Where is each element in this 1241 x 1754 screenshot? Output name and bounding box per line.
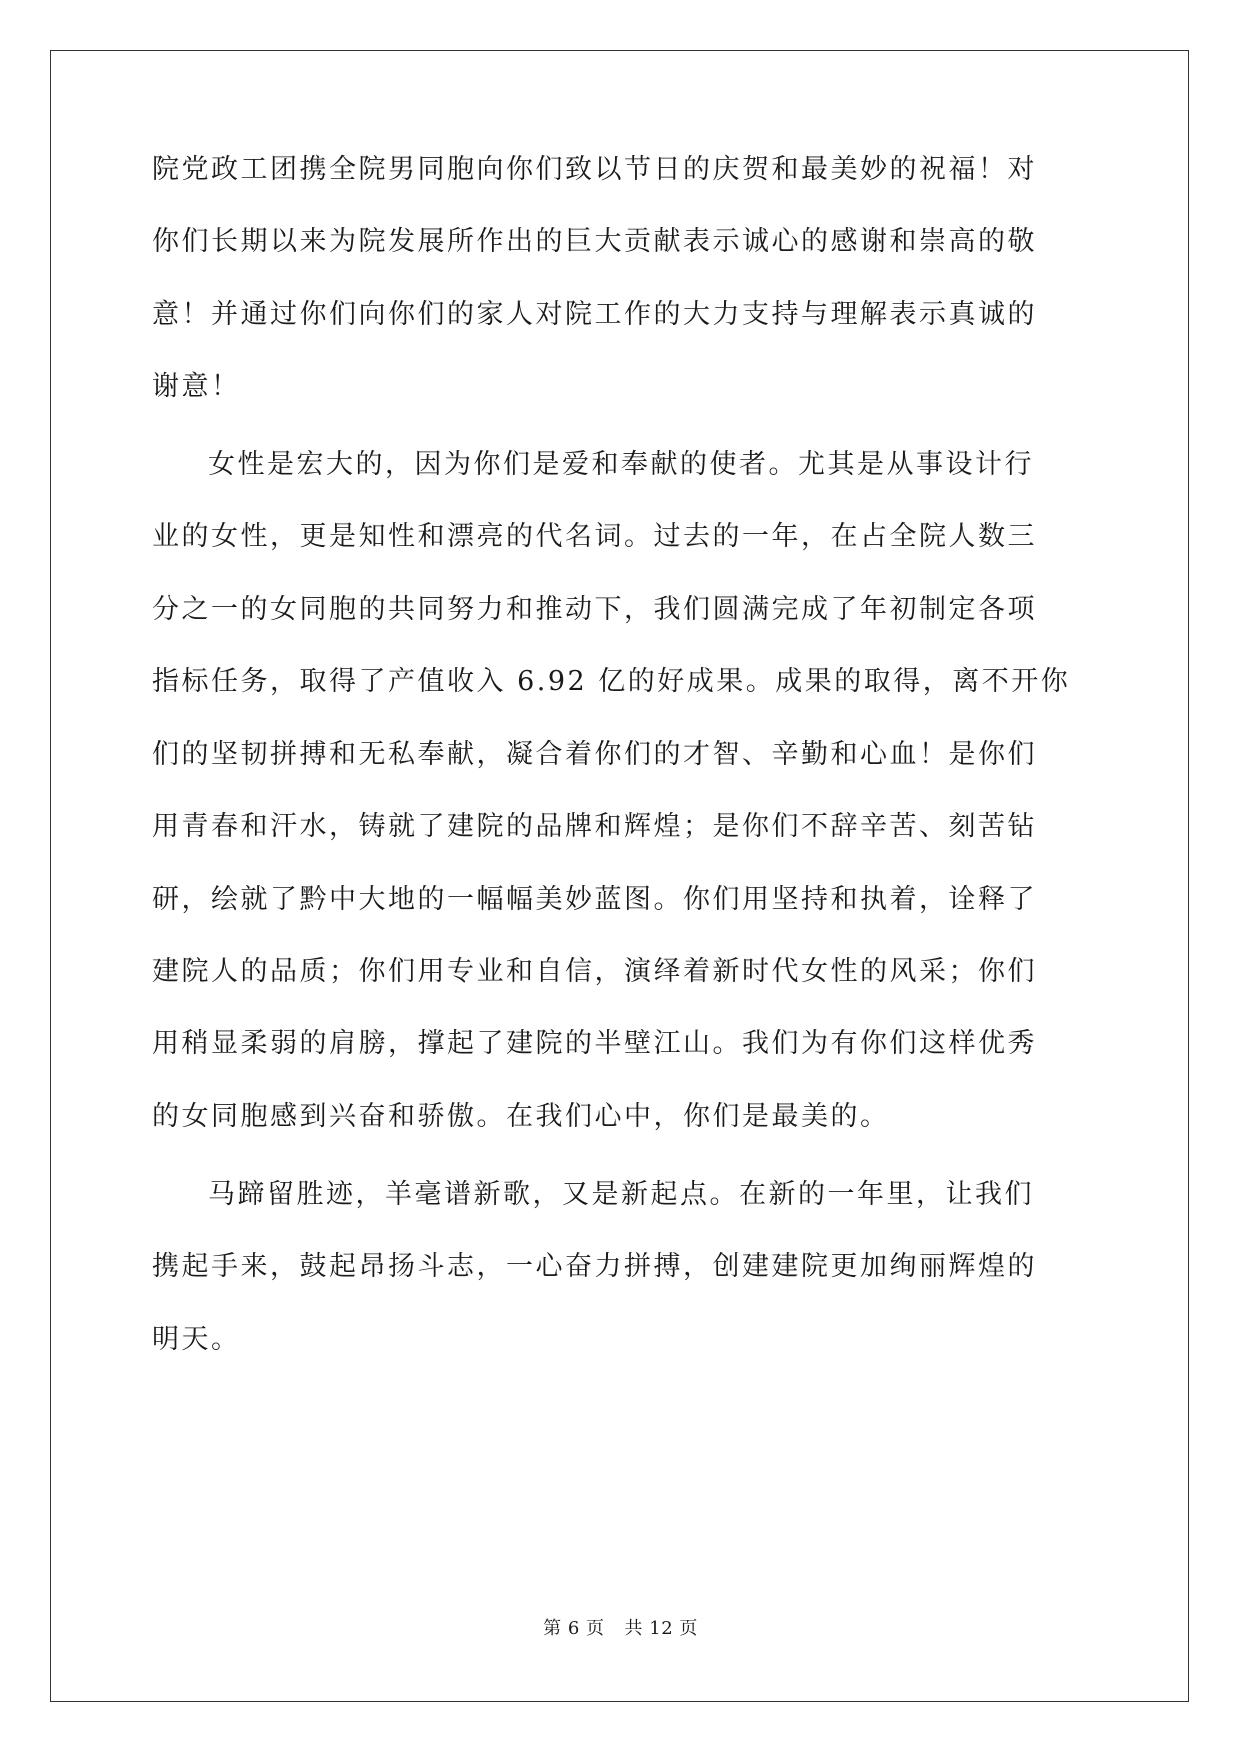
body-line: 们的坚韧拼搏和无私奉献，凝合着你们的才智、辛勤和心血！是你们 xyxy=(152,739,1037,770)
body-line: 明天。 xyxy=(152,1324,241,1355)
paragraph-first-line: 女性是宏大的，因为你们是爱和奉献的使者。尤其是从事设计行 xyxy=(208,449,1034,480)
body-line: 用青春和汗水，铸就了建院的品牌和辉煌；是你们不辞辛苦、刻苦钻 xyxy=(152,811,1037,842)
page-number-current: 第 6 页 xyxy=(543,1618,605,1639)
body-line: 用稍显柔弱的肩膀，撑起了建院的半壁江山。我们为有你们这样优秀 xyxy=(152,1028,1037,1059)
body-line: 的女同胞感到兴奋和骄傲。在我们心中，你们是最美的。 xyxy=(152,1101,890,1132)
body-line: 院党政工团携全院男同胞向你们致以节日的庆贺和最美妙的祝福！对 xyxy=(152,154,1037,185)
body-line: 研，绘就了黔中大地的一幅幅美妙蓝图。你们用坚持和执着，诠释了 xyxy=(152,884,1037,915)
page-number-total: 共 12 页 xyxy=(624,1618,698,1639)
body-line: 携起手来，鼓起昂扬斗志，一心奋力拼搏，创建建院更加绚丽辉煌的 xyxy=(152,1251,1037,1282)
body-line: 意！并通过你们向你们的家人对院工作的大力支持与理解表示真诚的 xyxy=(152,299,1037,330)
paragraph-first-line: 马蹄留胜迹，羊毫谱新歌，又是新起点。在新的一年里，让我们 xyxy=(208,1179,1034,1210)
body-line: 你们长期以来为院发展所作出的巨大贡献表示诚心的感谢和崇高的敬 xyxy=(152,226,1037,257)
body-line: 业的女性，更是知性和漂亮的代名词。过去的一年，在占全院人数三 xyxy=(152,521,1037,552)
body-line: 分之一的女同胞的共同努力和推动下，我们圆满完成了年初制定各项 xyxy=(152,594,1037,625)
page-footer xyxy=(0,1617,1241,1641)
body-line: 谢意！ xyxy=(152,371,241,402)
body-line: 指标任务，取得了产值收入 6.92 亿的好成果。成果的取得，离不开你 xyxy=(152,666,1071,697)
body-line: 建院人的品质；你们用专业和自信，演绎着新时代女性的风采；你们 xyxy=(152,956,1037,987)
